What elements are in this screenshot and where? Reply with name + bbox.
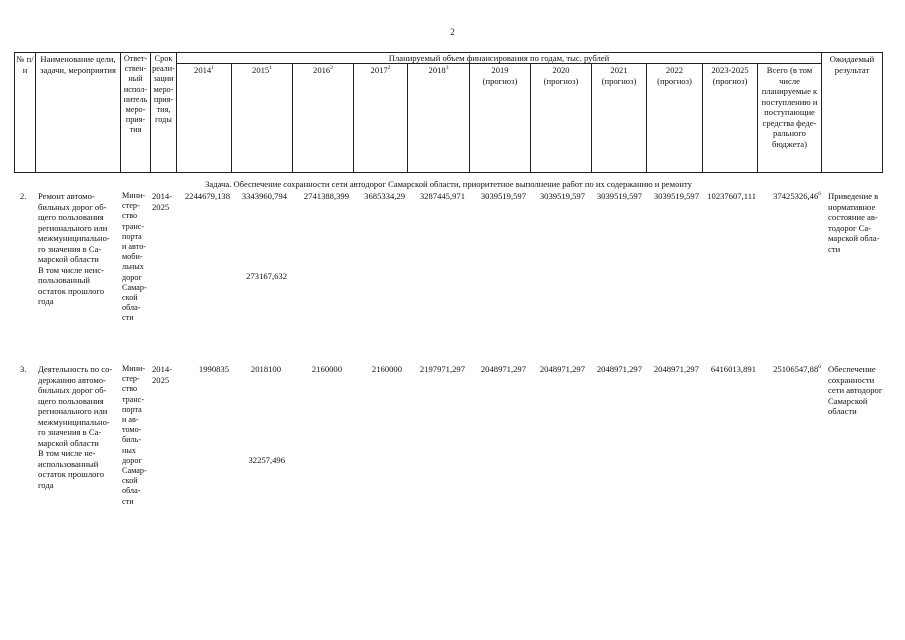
col-header-result: Ожидаемый результат (829, 54, 875, 75)
value-2019: 2048971,297 (480, 364, 526, 374)
row-responsible-line: транс- (122, 221, 145, 231)
row-responsible-line: моби- (122, 252, 143, 262)
year-2017: 2017$^2$ (370, 65, 391, 75)
value-2014: 2244679,138 (184, 191, 230, 201)
row-name-line: щего пользования (38, 395, 104, 406)
row-responsible-line: биль- (122, 435, 142, 445)
row-result-line: нормативное (828, 201, 876, 212)
row-responsible-line: Мини- (122, 364, 146, 373)
row-responsible-line: дорог (122, 455, 142, 465)
row-name-line: межмуниципально- (38, 233, 110, 243)
row-result-line: тодорог Са- (828, 222, 872, 233)
row-result (828, 191, 888, 254)
value-2016: 2741388,399 (303, 191, 349, 201)
unused-balance-value: 273167,632 (246, 271, 287, 281)
row-result-line: сохранности (828, 374, 875, 385)
row-responsible-line: дорог (122, 272, 142, 282)
year-2021: 2021 (прогноз) (601, 65, 637, 86)
row-responsible-line: сти (122, 313, 134, 323)
value-2023-2025: 10237607,111 (707, 191, 756, 201)
row-responsible-line: ство (122, 384, 138, 394)
row-term-line: 2025 (152, 374, 170, 385)
value-2017: 2160000 (371, 364, 402, 374)
value-2023-2025: 6416013,891 (710, 364, 756, 374)
row-name-line: держанию автомо- (38, 374, 107, 385)
row-term-line: 2025 (152, 201, 170, 212)
row-name-line: использованный (38, 458, 99, 469)
row-name-line: марской области (38, 254, 99, 264)
row-name-line: регионального или (38, 222, 108, 233)
row-name-line: Деятельность по со- (38, 364, 113, 374)
value-2022: 2048971,297 (653, 364, 699, 374)
row-name-line: го значения в Са- (38, 243, 102, 254)
row-name-line: регионального или (38, 406, 108, 416)
year-2019: 2019 (прогноз) (482, 65, 518, 86)
value-2021: 2048971,297 (596, 364, 642, 374)
row-responsible (122, 191, 152, 324)
col-header-total: Всего (в том числе планируемые к поступлению и поступающие средства феде-рального бюджета) (761, 65, 818, 149)
row-result-line: Самарской (828, 395, 868, 406)
row-name-line: года (38, 296, 54, 306)
header-table (14, 52, 883, 173)
row-responsible-line: стер- (122, 201, 140, 211)
year-2023-2025: 2023-2025 (прогноз) (711, 65, 749, 86)
row-name-line: межмуниципально- (38, 416, 110, 427)
value-2022: 3039519,597 (653, 191, 699, 201)
task-title: Задача. Обеспечение сохранности сети автодорог Самарской области, приоритетное выполнение работ по их содержанию и ремонту (205, 179, 692, 189)
value-2021: 3039519,597 (596, 191, 642, 201)
col-header-name: Наименование цели, задачи, мероприятия (40, 54, 116, 75)
row-responsible-line: стер- (122, 374, 140, 384)
row-result (828, 364, 888, 417)
value-2015: 3343960,794 (241, 191, 287, 201)
row-responsible-line: ской (122, 293, 138, 303)
row-responsible-line: ство (122, 211, 138, 221)
row-name (38, 191, 123, 307)
value-total: 37425326,46$^6$ (773, 191, 821, 201)
row-result-line: области (828, 406, 857, 416)
row-number: 2. (20, 191, 27, 201)
row-result-line: сети автодорог (828, 385, 883, 395)
value-total: 25106547,88$^6$ (773, 364, 821, 374)
row-result-line: сти (828, 243, 841, 254)
row-responsible-line: транс- (122, 394, 145, 404)
value-2019: 3039519,597 (480, 191, 526, 201)
value-2014: 1990835 (198, 364, 229, 374)
row-responsible-line: ской (122, 476, 138, 486)
year-2014: 2014$^1$ (194, 65, 214, 75)
row-name-line: марской области (38, 437, 99, 448)
value-2017: 3685334,29 (364, 191, 405, 201)
value-2018: 2197971,297 (419, 364, 465, 374)
year-2015: 2015$^1$ (252, 65, 272, 75)
row-name-line: щего пользования (38, 212, 104, 222)
page-number: 2 (450, 27, 455, 37)
row-name-line: года (38, 479, 54, 490)
year-2020: 2020 (прогноз) (543, 65, 579, 86)
row-responsible-line: Самар- (122, 282, 147, 292)
row-result-line: состояние ав- (828, 212, 878, 222)
row-responsible-line: сти (122, 496, 134, 506)
row-result-line: марской обла- (828, 233, 880, 243)
row-name-line: го значения в Са- (38, 427, 102, 437)
col-header-num: № п/н (16, 54, 34, 75)
col-header-volume: Планируемый объем финансирования по годам, тыс. рублей (388, 53, 610, 63)
row-term-line: 2014- (152, 191, 173, 201)
row-responsible-line: и ав- (122, 415, 139, 425)
unused-balance-value: 32257,496 (248, 455, 285, 465)
value-2020: 3039519,597 (539, 191, 585, 201)
row-result-line: Обеспечение (828, 364, 876, 374)
value-2020: 2048971,297 (539, 364, 585, 374)
row-name-line: В том числе не- (38, 448, 96, 458)
row-result-line: Приведение в (828, 191, 879, 201)
row-responsible (122, 364, 152, 507)
row-name-line: Ремонт автомо- (38, 191, 95, 201)
row-term-line: 2014- (152, 364, 173, 374)
row-responsible-line: льных (122, 262, 144, 272)
row-responsible-line: порта (122, 231, 142, 241)
value-2016: 2160000 (311, 364, 342, 374)
col-header-responsible: Ответ-ствен-ный испол-нитель меро-прия-тия (123, 54, 148, 135)
year-2018: 2018$^3$ (428, 65, 449, 75)
row-responsible-line: Мини- (122, 191, 146, 200)
row-responsible-line: ных (122, 445, 136, 455)
row-name-line: остаток прошлого (38, 469, 105, 479)
row-name-line: В том числе неис- (38, 264, 104, 275)
row-name-line: остаток прошлого (38, 285, 105, 296)
row-responsible-line: порта (122, 404, 142, 414)
row-name-line: бильных дорог об- (38, 201, 107, 212)
value-2015: 2018100 (250, 364, 281, 374)
row-responsible-line: и авто- (122, 242, 147, 252)
col-header-term: Срок реали-зации меро-прия-тия, годы (152, 54, 175, 125)
row-name-line: пользованный (38, 275, 90, 285)
row-responsible-line: томо- (122, 425, 142, 435)
row-name (38, 364, 123, 490)
row-responsible-line: обла- (122, 303, 141, 313)
row-responsible-line: Самар- (122, 466, 147, 476)
year-2022: 2022 (прогноз) (657, 65, 692, 86)
row-number: 3. (20, 364, 27, 374)
value-2018: 3287445,971 (419, 191, 465, 201)
year-2016: 2016$^2$ (313, 65, 333, 75)
row-name-line: бильных дорог об- (38, 385, 107, 395)
row-responsible-line: обла- (122, 486, 141, 496)
